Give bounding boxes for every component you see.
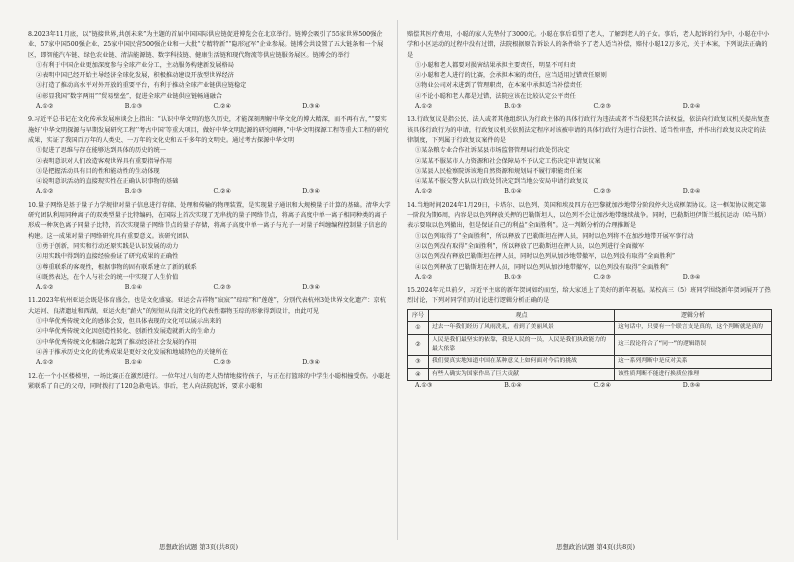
answer-b: B.①④ [124,284,143,292]
question-stem: 8.2023年11月底，以“链接世界,共创未来”为主题的首届中国国际供应链促进博览会在北京举行。链博会吸引了55家世界500强企业、57家中国500强企业、25家中国民营500强企业和一大批“专精特新”“隐形冠军”企业参展。链博会共设置了五大链条和一个展区，即智能汽车链、绿色农业链、清洁能源链、数字科技链、健康生活链和现代物流等供应链服务展区。链博会的举行 [28,31,384,59]
answer-b: B.①④ [124,359,143,367]
row-number: ③ [408,356,429,368]
answer-d: D.③④ [302,103,321,111]
answer-d: D.②④ [682,188,701,196]
option-3: ③某县人民检察院诉该地自然资源和规划局不履行职能责任案 [415,167,583,175]
row-view: 有些人确实为国家作出了巨大贡献 [429,368,615,380]
option-4: ④以色列释放了巴勒斯坦在押人员，同时以色列从加沙地带撤军，以色列没有取得“全面胜利” [415,263,669,271]
option-2: ②中华优秀传统文化因创造性转化、创新性发展造就新大的生命力 [36,328,216,336]
option-1: ①某杂粮专业合作社诉某县市场监督管理局行政处罚决定 [415,147,570,155]
option-3: ③中华优秀传统文化相融合起到了推动经济社会发展的作用 [36,338,197,346]
answer-c: C.②④ [213,103,232,111]
question-10 [28,201,391,294]
answer-b: B.①③ [124,188,143,196]
row-number: ② [408,334,429,356]
answer-a: A.①② [415,188,433,196]
answer-d: D.③④ [302,284,321,292]
option-3: ③是把握活动具有目的性和能动性的生动体现 [36,167,160,175]
option-4: ④彰显我国“数字两用”“贸易壁垒”，促进全球产业链供应链畅通融合 [36,92,222,100]
option-4: ④说明意识活动的直接现实性在正确认识事物的基础 [36,178,179,186]
answer-choices [407,102,772,112]
answer-choices [407,381,772,391]
answer-a: A.①② [36,188,54,196]
question-stem: 9.习近平总书记在文化传承发展座谈会上指出：“认识中华文明的悠久历史，才能深刻理解中华文化的博大精深，而不再有古，”“要实施好‘中华文明探源与早期发展研究工程’‘考古中国’等重大项目，做好中华文明起源的研究阐释，”中华文明探源工程等重大工程的研究成果，实证了我国百万年的人类史、一万年的文化史和五千多年的文明史。通过考古探源中华文明 [28,116,389,144]
row-number: ④ [408,368,429,380]
question-stem: 14.当地时间2024年1月29日，卡塔尔、以色列、美国和埃及四方在巴黎就加沙地带分阶段停火达成框架协议。这一框架协议规定第一阶段为期6周，内容是以色列释放关押的巴勒斯坦人，以色列不会让加沙地带继续战争。同时，巴勒斯坦伊斯兰抵抗运动（哈马斯）表示要取以色列撤出，但是保证自己的利益“全面胜利”。这一判断分析的合理推断是 [407,201,770,230]
option-2: ②表明意识对人们改造客观世界具有重要指导作用 [36,157,173,165]
option-3: ③以色列没有释放巴勒斯坦在押人员，同时以色列从加沙地带撤军，以色列没有取得“全面胜利” [415,253,676,261]
question-stem: 15.2024年元旦前夕，习近平主席的新年贺词如约而至，给大家送上了美好的新年祝福。某校高三（5）班同学围绕新年贺词展开了热烈讨论，下列对同学们的讨论进行逻辑分析正确的是 [407,287,771,305]
option-2: ②小聪和老人进行的比赛，会承担本案的责任，应当适用过错责任原则 [415,72,607,80]
option-4: ④某某不服交警大队以行政处罚决定到当地公安局申请行政复议 [415,178,589,186]
answer-d: D.③④ [682,273,701,281]
exam-page-4 [397,0,794,562]
answer-choices [28,187,391,197]
answer-a: A.①② [415,273,433,281]
answer-b: B.①③ [504,273,522,281]
page-footer: 思想政治试题 第4页(共8页) [555,542,636,551]
answer-c: C.②③ [593,103,612,111]
answer-choices [407,187,772,197]
option-1: ①勇于创新，同实和行动还原实践是认识发展的动力 [36,242,179,250]
column-header-view: 观点 [429,309,615,321]
answer-c: C.②③ [213,284,232,292]
option-3: ③打造了推动高水平对外开放的重要平台，有利于推动全球产业链供应链稳定 [36,82,247,90]
table-row [408,356,772,368]
answer-choices [28,283,391,293]
column-header-number: 序号 [408,309,429,321]
answer-choices [407,273,772,283]
answer-c: C.②④ [593,382,612,390]
question-stem: 13.行政复议是指公民、法人或者其他组织认为行政主体的具体行政行为违法或者不当侵犯其合法权益，依法向行政复议机关提出复查该具体行政行为的申请，行政复议机关依照法定程序对该被申请的具体行政行为进行合法性、适当性审查，并作出行政复议决定的法律制度，下列属于行政复议案件的是 [407,116,770,144]
question-12 [28,372,391,393]
option-2: ②以色列没有取得“全面胜利”，所以释放了巴勒斯坦在押人员，以色列进行全面撤军 [415,242,645,250]
option-3: ③尊重联系的客观性，根据事物的固有联系建立了新的联系 [36,263,197,271]
row-view: 我们要真实地知道中国在某种意义上如何面对今后的挑战 [429,356,615,368]
question-14 [407,201,772,283]
answer-d: D.③④ [302,188,321,196]
answer-b: B.①④ [504,382,522,390]
answer-a: A.①② [36,359,54,367]
row-view: 过去一年我们经历了风雨洗礼，看到了美丽风景 [429,322,615,334]
option-4: ④不论小聪和老人都是过错，法院应该在比较认定公平责任 [415,92,576,100]
answer-a: A.①③ [415,382,433,390]
question-12-continued [407,30,772,112]
question-stem: 12.在一个小区楼梯里，一场比赛正在激烈进行。一位年过八旬的老人热情地接待孩子，与正在打篮球的中学生小聪相撞受伤。小聪赶紧联系了自己的父母，同时拨打了120急救电话。事后，老人向法院起诉，要求小聪和 [28,372,391,390]
question-stem: 赔偿其医疗费用，小聪的家人先垫付了3000元。小聪在事后看望了老人，了解到老人的子女。事后，老人起诉的行为中，小聪在中小学和小区运动的过程中没有过错，法院根据原告诉讼人的条件给予了老人适当补偿，赔付小聪12万多元，关于本案，下列说法正确的是 [407,31,770,59]
answer-a: A.①② [415,103,433,111]
row-logic: 这句话中，只要有一个联言支是真的，这个判断就是真的 [615,322,772,334]
question-15 [407,286,772,391]
answer-d: D.②④ [682,103,701,111]
option-1: ①以色列取得了“全面胜利”，所以释放了巴勒斯坦在押人员，同时以色列将不在加沙地带开展军事行动 [415,232,694,240]
answer-a: A.①② [36,284,54,292]
question-stem: 11.2023年杭州亚运会既是体育盛会，也是文化盛宴。亚运会吉祥物“宸宸”“琮琮”和“莲莲”，分别代表杭州3处世界文化遗产：京杭大运河、良渚遗址和西湖，亚运火炬“薪火”的短短从良渚文化的代表性器物玉琮的形象得到设计，由此可见 [28,297,386,315]
row-view: 人民是我们最坚实的依靠，我是人民的一员，人民是我们执政能力的最大依靠 [429,334,615,356]
answer-choices [28,102,391,112]
option-2: ②某某不服某市人力资源和社会保障局不予认定工伤决定申请复议案 [415,157,601,165]
answer-b: B.①③ [124,103,143,111]
option-1: ①中华优秀传统文化的感体会发，但具体表现的文化可以展示出来的 [36,318,222,326]
column-header-logic: 逻辑分析 [615,309,772,321]
option-2: ②用实践中得到的直接经验验证了研究成果的正确性 [36,253,179,261]
answer-c: C.②③ [593,188,612,196]
answer-b: B.①③ [504,103,522,111]
row-number: ① [408,322,429,334]
answer-d: D.③④ [682,382,701,390]
question-11 [28,296,391,368]
question-9 [28,115,391,197]
answer-c: C.②③ [213,359,232,367]
answer-d: D.③④ [302,359,321,367]
table-row [408,322,772,334]
row-logic: 这一系列判断中是反对关系 [615,356,772,368]
answer-c: C.②④ [213,188,232,196]
answer-c: C.②③ [593,273,612,281]
option-4: ④既然表达，在个人与社会的统一中实现了人生价值 [36,273,179,281]
option-4: ④善于推承历史文化的优秀成果是更好文化发展和地域特色的关键所在 [36,348,228,356]
option-1: ①有利于中国企业更加深度参与全球产业分工，主动服务构建新发展格局 [36,61,234,69]
page-footer: 思想政治试题 第3页(共8页) [158,542,239,551]
answer-b: B.①④ [504,188,522,196]
question-13 [407,115,772,197]
option-2: ②表明中国已经开始主导经济全球化发展，积极推动建设开放型世界经济 [36,72,234,80]
table-row [408,368,772,380]
question-8 [28,30,391,112]
row-logic: 这三段论符合了“同一”的逻辑错误 [615,334,772,356]
answer-a: A.①② [36,103,54,111]
question-stem: 10.量子网络是基于量子力学规律对量子信息进行存储、处理和传输的物理装置，是实现量子通讯和大规模量子计算的基础。清华大学研究团队利用同种离子的双类型量子比特编码，在国际上首次实现了无串扰的量子网络节点，将离子高度中单一离子相同种类的离子形成一种灰色离子同量子比特，首次实现量子网络节点的量子存储，将离子高度中单一离子与光子一对量子纠缠编程控制量子信息的构建。这一成果对量子网络研究具有重要意义。该研究团队 [28,201,391,240]
table-header-row [408,309,772,321]
table-row [408,334,772,356]
answer-choices [28,358,391,368]
row-logic: 该性质判断不能进行换质位推理 [615,368,772,380]
option-3: ③物业公司对未进到了管理职责，在本案中承担适当补偿责任 [415,82,583,90]
analysis-table [407,309,772,381]
option-1: ①促进了思维与存在能够达到具体的历史的统一 [36,147,166,155]
option-1: ①小聪和老人都要对损害结果承担主要责任，明显不可归责 [415,61,576,69]
